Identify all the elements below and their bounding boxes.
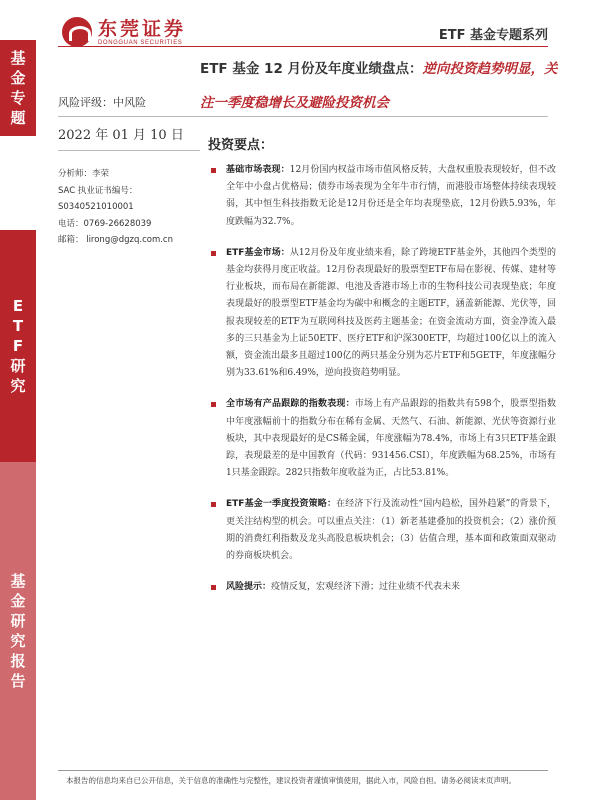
sidebar-char: 究 (10, 632, 26, 650)
footer-divider (58, 770, 548, 771)
info-divider (58, 116, 200, 117)
series-title: ETF 基金专题系列 (438, 28, 548, 43)
footer-disclaimer: 本报告的信息均来自已公开信息，关于信息的准确性与完整性，建议投资者谨慎审慎使用，据此入市，风险自担。请务必阅读末页声明。 (66, 776, 516, 785)
title-divider (200, 116, 548, 117)
key-point-label: ETF基金市场： (226, 247, 290, 258)
analyst-phone: 电话：0769-26628039 (58, 218, 152, 229)
key-point-text: 疫情反复，宏观经济下滑；过往业绩不代表未来 (271, 582, 461, 593)
sidebar-section-etf-research (0, 230, 36, 462)
sidebar-char: 基 (10, 49, 26, 67)
sidebar-char: T (12, 317, 24, 335)
key-point-item (208, 579, 556, 596)
sidebar-char: 金 (10, 592, 26, 610)
key-point-text: 市场上有产品跟踪的指数共有598个，股票型指数中年度涨幅前十的指数分布在稀有金属、天然气、石油、新能源、光伏等资源行业板块，其中表现最好的是CS稀金属，年度涨幅为78.4%，市场上有3只ETF基金跟踪，表现最差的是中国教育（代码：931456.CSI），年度跌幅为68.25%，市场有1只基金跟踪。282只指数年度收益为正，占比53.81%。 (226, 399, 556, 479)
key-point-item (208, 396, 556, 482)
header-divider (58, 46, 548, 47)
sidebar-char: 报 (10, 652, 26, 670)
sidebar-char: F (12, 337, 24, 355)
key-point-label: ETF基金一季度投资策略： (226, 499, 337, 510)
key-point-label: 全市场有产品跟踪的指数表现： (226, 399, 355, 410)
company-logo (62, 14, 186, 50)
sidebar-char: 告 (10, 672, 26, 690)
risk-rating: 风险评级：中风险 (58, 96, 146, 109)
logo-name-en: DONGGUAN SECURITIES (98, 39, 183, 46)
sidebar-char: 研 (10, 357, 26, 375)
key-point-text: 从12月份及年度业绩来看，除了跨境ETF基金外，其他四个类型的基金均获得月度正收益。12月份表现最好的股票型ETF布局在影视、传媒、建材等行业板块，而布局在新能源、电池及香港市场上市的生物科技公司表现垫底；年度表现最好的股票型ETF基金均为碳中和概念的主题ETF，涵盖新能源、光伏等，回报表现较差的ETF为互联网科技及医药主题基金；在资金流动方面，资金净流入最多的三只基金为上证50ETF、医疗ETF和沪深300ETF，均超过100亿以上的流入额，资金流出最多且超过100亿的两只基金分别为芯片ETF和5GETF，年度涨幅分别为33.61%和6.49%，逆向投资趋势明显。 (226, 247, 556, 379)
sidebar-char: 研 (10, 612, 26, 630)
key-point-text: 在经济下行及流动性“国内趋松，国外趋紧”的背景下，更关注结构型的机会。可以重点关注：（1）新老基建叠加的投资机会；（2）涨价预期的消费红利指数及龙头高股息板块机会；（3）估值合理，基本面和政策面双驱动的券商板块机会。 (226, 499, 556, 562)
report-date: 2022 年 01 月 10 日 (58, 128, 184, 143)
sidebar-section-fund-report (0, 462, 36, 800)
sidebar-char: 题 (10, 109, 26, 127)
key-point-text: 12月份国内权益市场市值风格反转，大盘权重股表现较好，但不改全年中小盘占优格局；债券市场表现为全年牛市行情，而港股市场整体持续表现较弱，其中恒生科技指数无论是12月份还是全年均表现垫底，12月份跌5.93%，年度跌幅为32.7%。 (226, 165, 556, 227)
logo-icon (62, 17, 92, 47)
key-points-list (208, 162, 556, 610)
report-title-highlight: 逆向投资趋势明显，关注一季度稳增长及避险投资机会 (200, 61, 558, 111)
key-point-item (208, 496, 556, 565)
left-sidebar (0, 0, 36, 800)
date-divider (58, 150, 200, 151)
report-title (200, 52, 560, 120)
sidebar-char: 究 (10, 377, 26, 395)
sidebar-char: 金 (10, 69, 26, 87)
key-point-label: 风险提示： (226, 582, 272, 593)
sidebar-char: 专 (10, 89, 26, 107)
sidebar-char: 基 (10, 572, 26, 590)
analyst-name: 分析师：李荣 (58, 169, 110, 179)
sidebar-char: E (12, 297, 24, 315)
sac-label: SAC 执业证书编号： (58, 185, 138, 196)
key-point-item (208, 162, 556, 231)
analyst-info (58, 166, 173, 249)
sac-number: S0340521010001 (58, 202, 134, 212)
logo-name-cn: 东莞证券 (98, 17, 187, 40)
key-point-item (208, 245, 556, 383)
report-title-main: ETF 基金 12 月份及年度业绩盘点： (200, 61, 423, 77)
key-points-title: 投资要点： (208, 138, 274, 153)
sidebar-section-fund-topic (0, 40, 36, 136)
key-point-label: 基础市场表现： (226, 165, 290, 175)
analyst-email[interactable]: 邮箱： lirong@dgzq.com.cn (58, 235, 173, 245)
